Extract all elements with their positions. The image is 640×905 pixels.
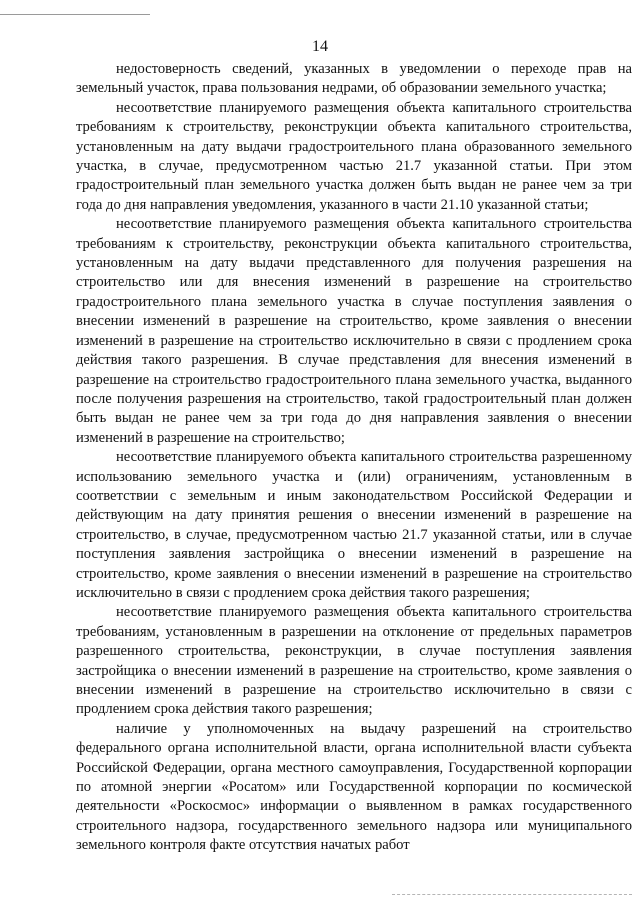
paragraph-2: несоответствие планируемого размещения объекта капитального строительства требованиям к строительству, реконструкции объекта капитального строительства, установленным на дату выдачи градостроительного плана образованного земельного участка, в случае, предусмотренном частью 21.7 указанной статьи. При этом градостроительный план земельного участка должен быть выдан не ранее чем за три года до дня направления уведомления, указанного в части 21.10 указанной статьи; [76,99,632,213]
bottom-scan-line [392,894,632,895]
document-body [76,60,632,856]
top-divider-line [0,14,150,15]
paragraph-6: наличие у уполномоченных на выдачу разрешений на строительство федерального органа исполнительной власти, органа исполнительной власти субъекта Российской Федерации, органа местного самоуправления, Государственной корпорации по атомной энергии «Росатом» или Государственной корпорации по космической деятельности «Роскосмос» информации о выявленном в рамках государственного строительного надзора, государственного земельного надзора или муниципального земельного контроля факте отсутствия начатых работ [76,720,632,854]
paragraph-3: несоответствие планируемого размещения объекта капитального строительства требованиям к строительству, реконструкции объекта капитального строительства, установленным на дату выдачи представленного для получения разрешения на строительство или для внесения изменений в разрешение на строительство градостроительного плана земельного участка в случае поступления заявления о внесении изменений в разрешение на строительство, кроме заявления о внесении изменений в разрешение на строительство исключительно в связи с продлением срока действия такого разрешения. В случае представления для внесения изменений в разрешение на строительство градостроительного плана земельного участка, выданного после получения разрешения на строительство, такой градостроительный план должен быть выдан не ранее чем за три года до дня направления заявления о внесении изменений в разрешение на строительство; [76,216,632,446]
paragraph-5: несоответствие планируемого размещения объекта капитального строительства требованиям, установленным в разрешении на отклонение от предельных параметров разрешенного строительства, реконструкции, в случае поступления заявления застройщика о внесении изменений в разрешение на строительство, кроме заявления о внесении изменений в разрешение на строительство исключительно в связи с продлением срока действия такого разрешения; [76,604,632,718]
page-number: 14 [312,38,328,55]
paragraph-1: недостоверность сведений, указанных в уведомлении о переходе прав на земельный участок, права пользования недрами, об образовании земельного участка; [76,61,632,97]
paragraph-4: несоответствие планируемого объекта капитального строительства разрешенному использованию земельного участка и (или) ограничениям, установленным в соответствии с земельным и иным законодательством Российской Федерации и действующим на дату принятия решения о внесении изменений в разрешение на строительство, в случае, предусмотренном частью 21.7 указанной статьи, или в случае поступления заявления застройщика о внесении изменений в разрешение на строительство, кроме заявления о внесении изменений в разрешение на строительство исключительно в связи с продлением срока действия такого разрешения; [76,449,632,601]
